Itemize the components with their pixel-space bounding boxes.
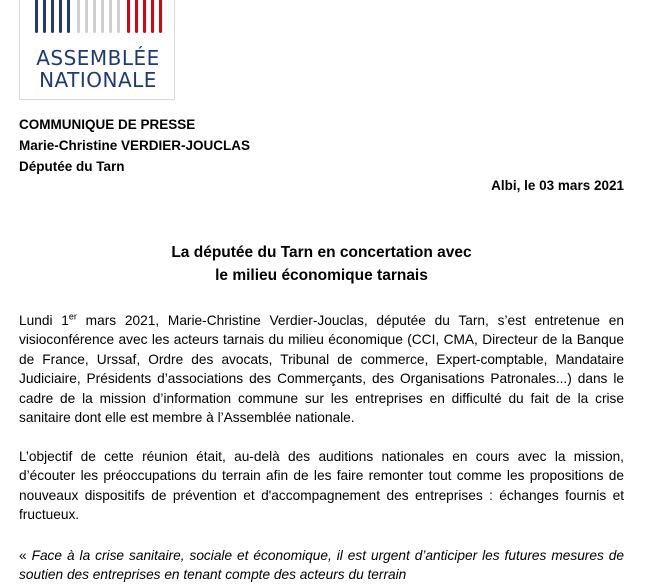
headline-line-2: le milieu économique tarnais (215, 267, 428, 284)
logo-text-nationale: NATIONALE (39, 68, 157, 92)
assemblee-nationale-logo (19, 0, 175, 100)
paragraph-1 (19, 311, 624, 427)
deputy-name: Marie-Christine VERDIER-JOUCLAS (19, 138, 251, 153)
headline-line-1: La députée du Tarn en concertation avec (171, 244, 472, 261)
quote-mark: « (19, 548, 32, 563)
paragraph-2: L’objectif de cette réunion était, au-delà des auditions nationales en cours avec la mission, d’écouter les préoccupations du terrain afin de les faire remonter tout comme les propositions de nouveaux dispositifs de prévention et d'accompagnement des entreprises : échanges fournis et fructueux. (19, 449, 624, 523)
dateline: Albi, le 03 mars 2021 (491, 178, 624, 193)
press-release-label: COMMUNIQUE DE PRESSE (19, 117, 196, 132)
paragraph-3 (19, 546, 624, 585)
ordinal-superscript: er (68, 311, 77, 322)
deputy-title: Députée du Tarn (19, 159, 125, 174)
quote-text: Face à la crise sanitaire, sociale et économique, il est urgent d’anticiper les futures mesures de soutien des entreprises en tenant compte des acteurs du terrain (19, 548, 624, 583)
tricolor-stripes-icon (29, 0, 167, 37)
logo-text-assemblee: ASSEMBLÉE (36, 46, 160, 70)
paragraph-1-start: Lundi 1 (19, 313, 69, 328)
paragraph-1-rest: mars 2021, Marie-Christine Verdier-Jouclas, députée du Tarn, s’est entretenue en visioconférence avec les acteurs tarnais du milieu économique (CCI, CMA, Directeur de la Banque de France, Urssaf, Ordre des avocats, Tribunal de commerce, Expert-comptable, Mandataire Judiciaire, Présidents d’associations des Commerçants, des Organisations Patronales...) dans le cadre de la mission d’information commune sur les entreprises en difficulté du fait de la crise sanitaire dont elle est membre à l’Assemblée nationale. (19, 313, 625, 426)
